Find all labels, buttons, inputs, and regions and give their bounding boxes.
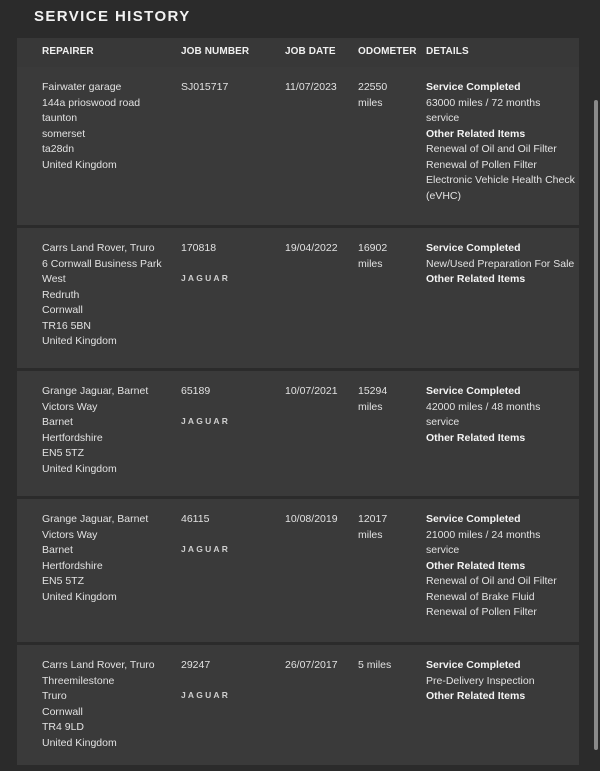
header-details: DETAILS — [426, 46, 469, 57]
repairer-line: United Kingdom — [42, 335, 117, 347]
details-cell — [426, 241, 576, 288]
details-heading: Service Completed — [426, 513, 521, 525]
repairer-line: United Kingdom — [42, 158, 117, 171]
repairer-line: TR16 5BN — [42, 319, 92, 332]
repairer-line: Cornwall — [42, 304, 83, 316]
table-row — [17, 645, 579, 765]
scrollbar[interactable] — [592, 0, 600, 771]
repairer-line: Grange Jaguar, Barnet — [42, 513, 149, 525]
table-row — [17, 67, 579, 225]
repairer-line: Truro — [42, 690, 67, 702]
table-row — [17, 228, 579, 368]
repairer-line: ta28dn — [42, 143, 75, 155]
job-number: SJ015717 — [181, 81, 229, 93]
repairer-line: United Kingdom — [42, 736, 117, 749]
job-number-cell — [181, 241, 230, 286]
job-number-cell — [181, 658, 230, 703]
repairer-line: TR4 9LD — [42, 721, 85, 733]
job-number: 29247 — [181, 659, 211, 671]
job-number: 65189 — [181, 385, 211, 397]
details-item: Pre-Delivery Inspection — [426, 674, 535, 687]
repairer-line: taunton — [42, 112, 78, 124]
scrollbar-thumb[interactable] — [594, 100, 598, 750]
odometer-cell: 16902 miles — [358, 242, 388, 270]
jaguar-logo: JAGUAR — [181, 272, 231, 283]
odometer-cell: 22550 miles — [358, 81, 388, 109]
jaguar-logo: JAGUAR — [181, 689, 231, 700]
header-job-date: JOB DATE — [285, 46, 336, 57]
details-heading: Service Completed — [426, 385, 521, 397]
details-item: New/Used Preparation For Sale — [426, 257, 575, 270]
details-item: 42000 miles / 48 months service — [426, 400, 541, 428]
job-number-cell — [181, 80, 228, 96]
details-item: 63000 miles / 72 months service — [426, 96, 541, 124]
header-odometer: ODOMETER — [358, 46, 417, 57]
job-date-cell: 11/07/2023 — [285, 81, 337, 93]
repairer-cell — [42, 384, 172, 477]
header-job-number: JOB NUMBER — [181, 46, 250, 57]
repairer-line: United Kingdom — [42, 462, 117, 475]
details-cell — [426, 80, 576, 204]
repairer-line: Cornwall — [42, 705, 83, 718]
details-heading: Other Related Items — [426, 559, 526, 572]
odometer-cell: 5 miles — [358, 659, 392, 671]
repairer-line: Hertfordshire — [42, 559, 103, 572]
details-heading: Service Completed — [426, 242, 521, 254]
repairer-line: Barnet — [42, 416, 73, 428]
job-number: 46115 — [181, 513, 210, 525]
job-number-cell — [181, 384, 230, 429]
table-row — [17, 371, 579, 496]
details-cell — [426, 384, 576, 446]
details-heading: Service Completed — [426, 659, 521, 671]
repairer-line: EN5 5TZ — [42, 575, 85, 587]
repairer-line: Grange Jaguar, Barnet — [42, 385, 149, 397]
repairer-line: Redruth — [42, 288, 80, 301]
records-list — [17, 67, 579, 765]
job-number: 170818 — [181, 242, 217, 254]
repairer-line: 6 Cornwall Business Park West — [42, 257, 162, 285]
repairer-line: Threemilestone — [42, 674, 115, 687]
repairer-line: Barnet — [42, 544, 73, 556]
details-item: Renewal of Oil and Oil Filter — [426, 575, 557, 587]
repairer-line: Fairwater garage — [42, 81, 122, 93]
details-item: Renewal of Pollen Filter — [426, 606, 537, 618]
details-item: Renewal of Oil and Oil Filter — [426, 143, 557, 155]
details-item: Renewal of Pollen Filter — [426, 158, 537, 171]
repairer-line: Carrs Land Rover, Truro — [42, 242, 155, 254]
repairer-cell — [42, 241, 172, 350]
details-cell — [426, 512, 576, 621]
repairer-cell — [42, 80, 172, 173]
repairer-line: somerset — [42, 127, 86, 140]
details-heading: Other Related Items — [426, 273, 526, 285]
repairer-line: Carrs Land Rover, Truro — [42, 659, 155, 671]
job-number-cell — [181, 512, 230, 557]
header-repairer: REPAIRER — [42, 46, 94, 57]
job-date-cell: 26/07/2017 — [285, 659, 338, 671]
details-heading: Service Completed — [426, 81, 521, 93]
job-date-cell: 10/07/2021 — [285, 385, 338, 397]
repairer-line: Hertfordshire — [42, 431, 103, 444]
table-header — [17, 38, 579, 67]
repairer-line: Victors Way — [42, 400, 98, 413]
odometer-cell: 12017 miles — [358, 513, 388, 541]
repairer-line: 144a prioswood road — [42, 96, 141, 109]
repairer-cell — [42, 512, 172, 605]
details-heading: Other Related Items — [426, 431, 526, 444]
details-heading: Other Related Items — [426, 690, 526, 702]
repairer-cell — [42, 658, 172, 751]
service-history-table — [17, 38, 579, 768]
job-date-cell: 19/04/2022 — [285, 242, 338, 254]
repairer-line: EN5 5TZ — [42, 447, 85, 459]
jaguar-logo: JAGUAR — [181, 543, 231, 554]
table-row — [17, 499, 579, 642]
details-cell — [426, 658, 576, 705]
repairer-line: Victors Way — [42, 528, 98, 541]
repairer-line: United Kingdom — [42, 590, 117, 603]
jaguar-logo: JAGUAR — [181, 415, 231, 426]
details-item: Electronic Vehicle Health Check (eVHC) — [426, 174, 575, 202]
details-heading: Other Related Items — [426, 127, 526, 140]
page-title: SERVICE HISTORY — [34, 8, 191, 25]
odometer-cell: 15294 miles — [358, 385, 388, 413]
job-date-cell: 10/08/2019 — [285, 513, 338, 525]
details-item: 21000 miles / 24 months service — [426, 528, 541, 556]
details-item: Renewal of Brake Fluid — [426, 590, 535, 603]
